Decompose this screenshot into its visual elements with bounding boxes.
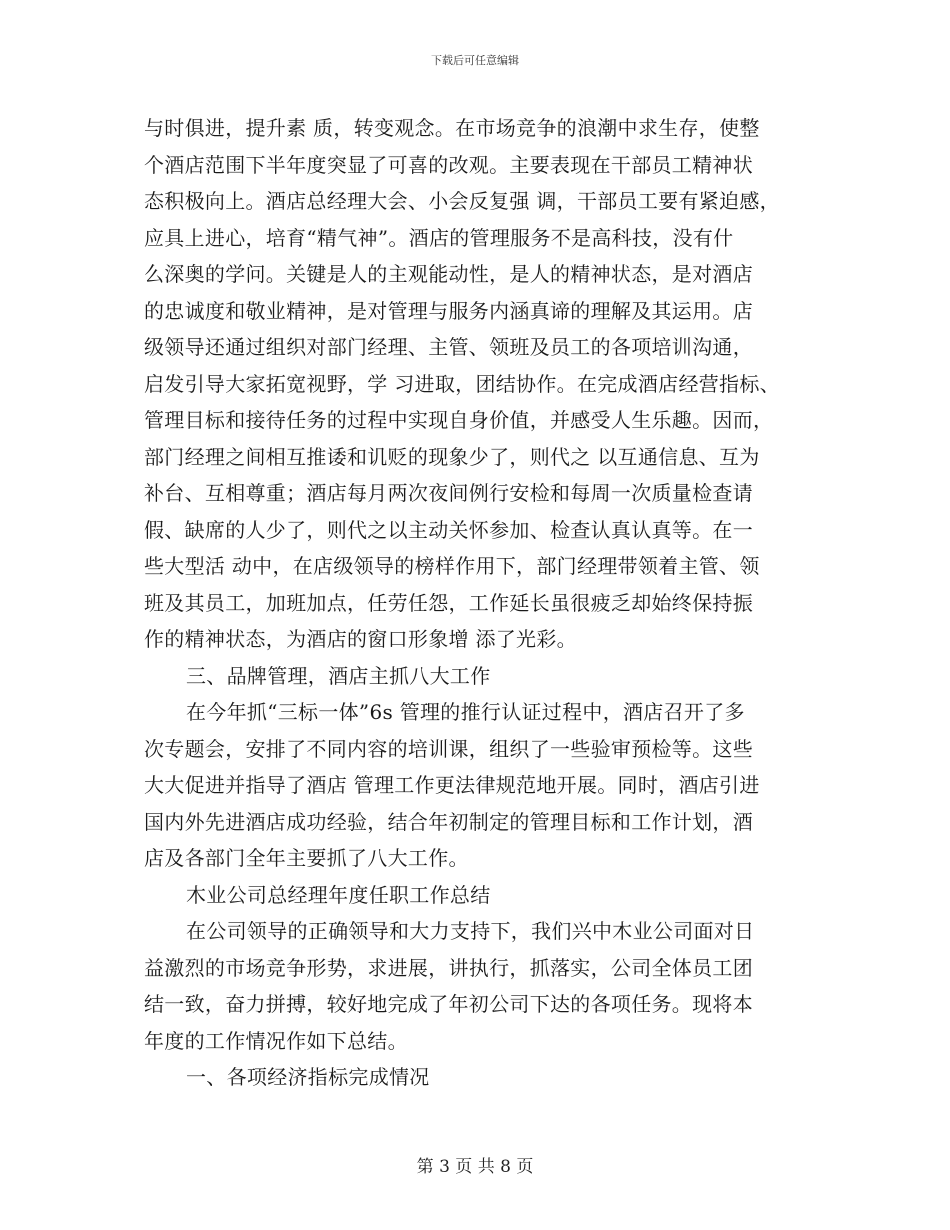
- text-line: 部门经理之间相互推诿和讥贬的现象少了，则代之 以互通信息、互为: [144, 444, 760, 469]
- text-line: 国内外先进酒店成功经验，结合年初制定的管理目标和工作计划，酒: [144, 809, 753, 834]
- text-line: 些大型活 动中，在店级领导的榜样作用下，部门经理带领着主管、领: [144, 554, 760, 578]
- text-line: 益激烈的市场竞争形势，求进展，讲执行，抓落实，公司全体员工团: [144, 955, 753, 980]
- text-line: 次专题会，安排了不同内容的培训课，组织了一些验审预检等。这些: [144, 736, 753, 761]
- page-header: 下载后可任意编辑: [431, 54, 519, 67]
- text-line: 三、品牌管理，酒店主抓八大工作: [186, 663, 491, 688]
- document-body: [144, 110, 816, 1096]
- text-line: 年度的工作情况作如下总结。: [144, 1028, 408, 1053]
- text-line: 班及其员工，加班加点，任劳任怨，工作延长虽很疲乏却始终保持振: [144, 590, 753, 615]
- text-line: 一、各项经济指标完成情况: [186, 1065, 430, 1089]
- text-line: 大大促进并指导了酒店 管理工作更法律规范地开展。同时，酒店引进: [144, 773, 760, 797]
- text-line: 级领导还通过组织对部门经理、主管、领班及员工的各项培训沟通，: [144, 335, 753, 359]
- text-line: 木业公司总经理年度任职工作总结: [186, 882, 491, 907]
- text-line: 假、缺席的人少了，则代之以主动关怀参加、检查认真认真等。在一: [144, 517, 753, 542]
- text-line: 个酒店范围下半年度突显了可喜的改观。主要表现在干部员工精神状: [144, 152, 753, 177]
- text-line: 结一致，奋力拼搏，较好地完成了年初公司下达的各项任务。现将本: [144, 992, 753, 1016]
- text-line: 与时俱进，提升素 质，转变观念。在市场竞争的浪潮中求生存，使整: [144, 116, 760, 140]
- text-line: 么深奥的学问。关键是人的主观能动性，是人的精神状态，是对酒店: [144, 262, 753, 286]
- text-line: 店及各部门全年主要抓了八大工作。: [144, 846, 469, 870]
- text-line: 在今年抓“三标一体”6s 管理的推行认证过程中，酒店召开了多: [186, 700, 745, 724]
- text-line: 作的精神状态，为酒店的窗口形象增 添了光彩。: [144, 627, 577, 651]
- text-line: 应具上进心，培育“精气神”。酒店的管理服务不是高科技，没有什: [144, 225, 734, 250]
- text-line: 的忠诚度和敬业精神，是对管理与服务内涵真谛的理解及其运用。店: [144, 298, 753, 323]
- text-line: 在公司领导的正确领导和大力支持下，我们兴中木业公司面对日: [186, 919, 755, 943]
- page-footer: 第 3 页 共 8 页: [416, 1157, 534, 1177]
- text-line: 管理目标和接待任务的过程中实现自身价值，并感受人生乐趣。因而，: [144, 408, 774, 432]
- text-line: 启发引导大家拓宽视野，学 习进取，团结协作。在完成酒店经营指标、: [144, 371, 780, 396]
- text-line: 态积极向上。酒店总经理大会、小会反复强 调，干部员工要有紧迫感，: [144, 189, 780, 213]
- text-line: 补台、互相尊重；酒店每月两次夜间例行安检和每周一次质量检查请: [144, 481, 753, 505]
